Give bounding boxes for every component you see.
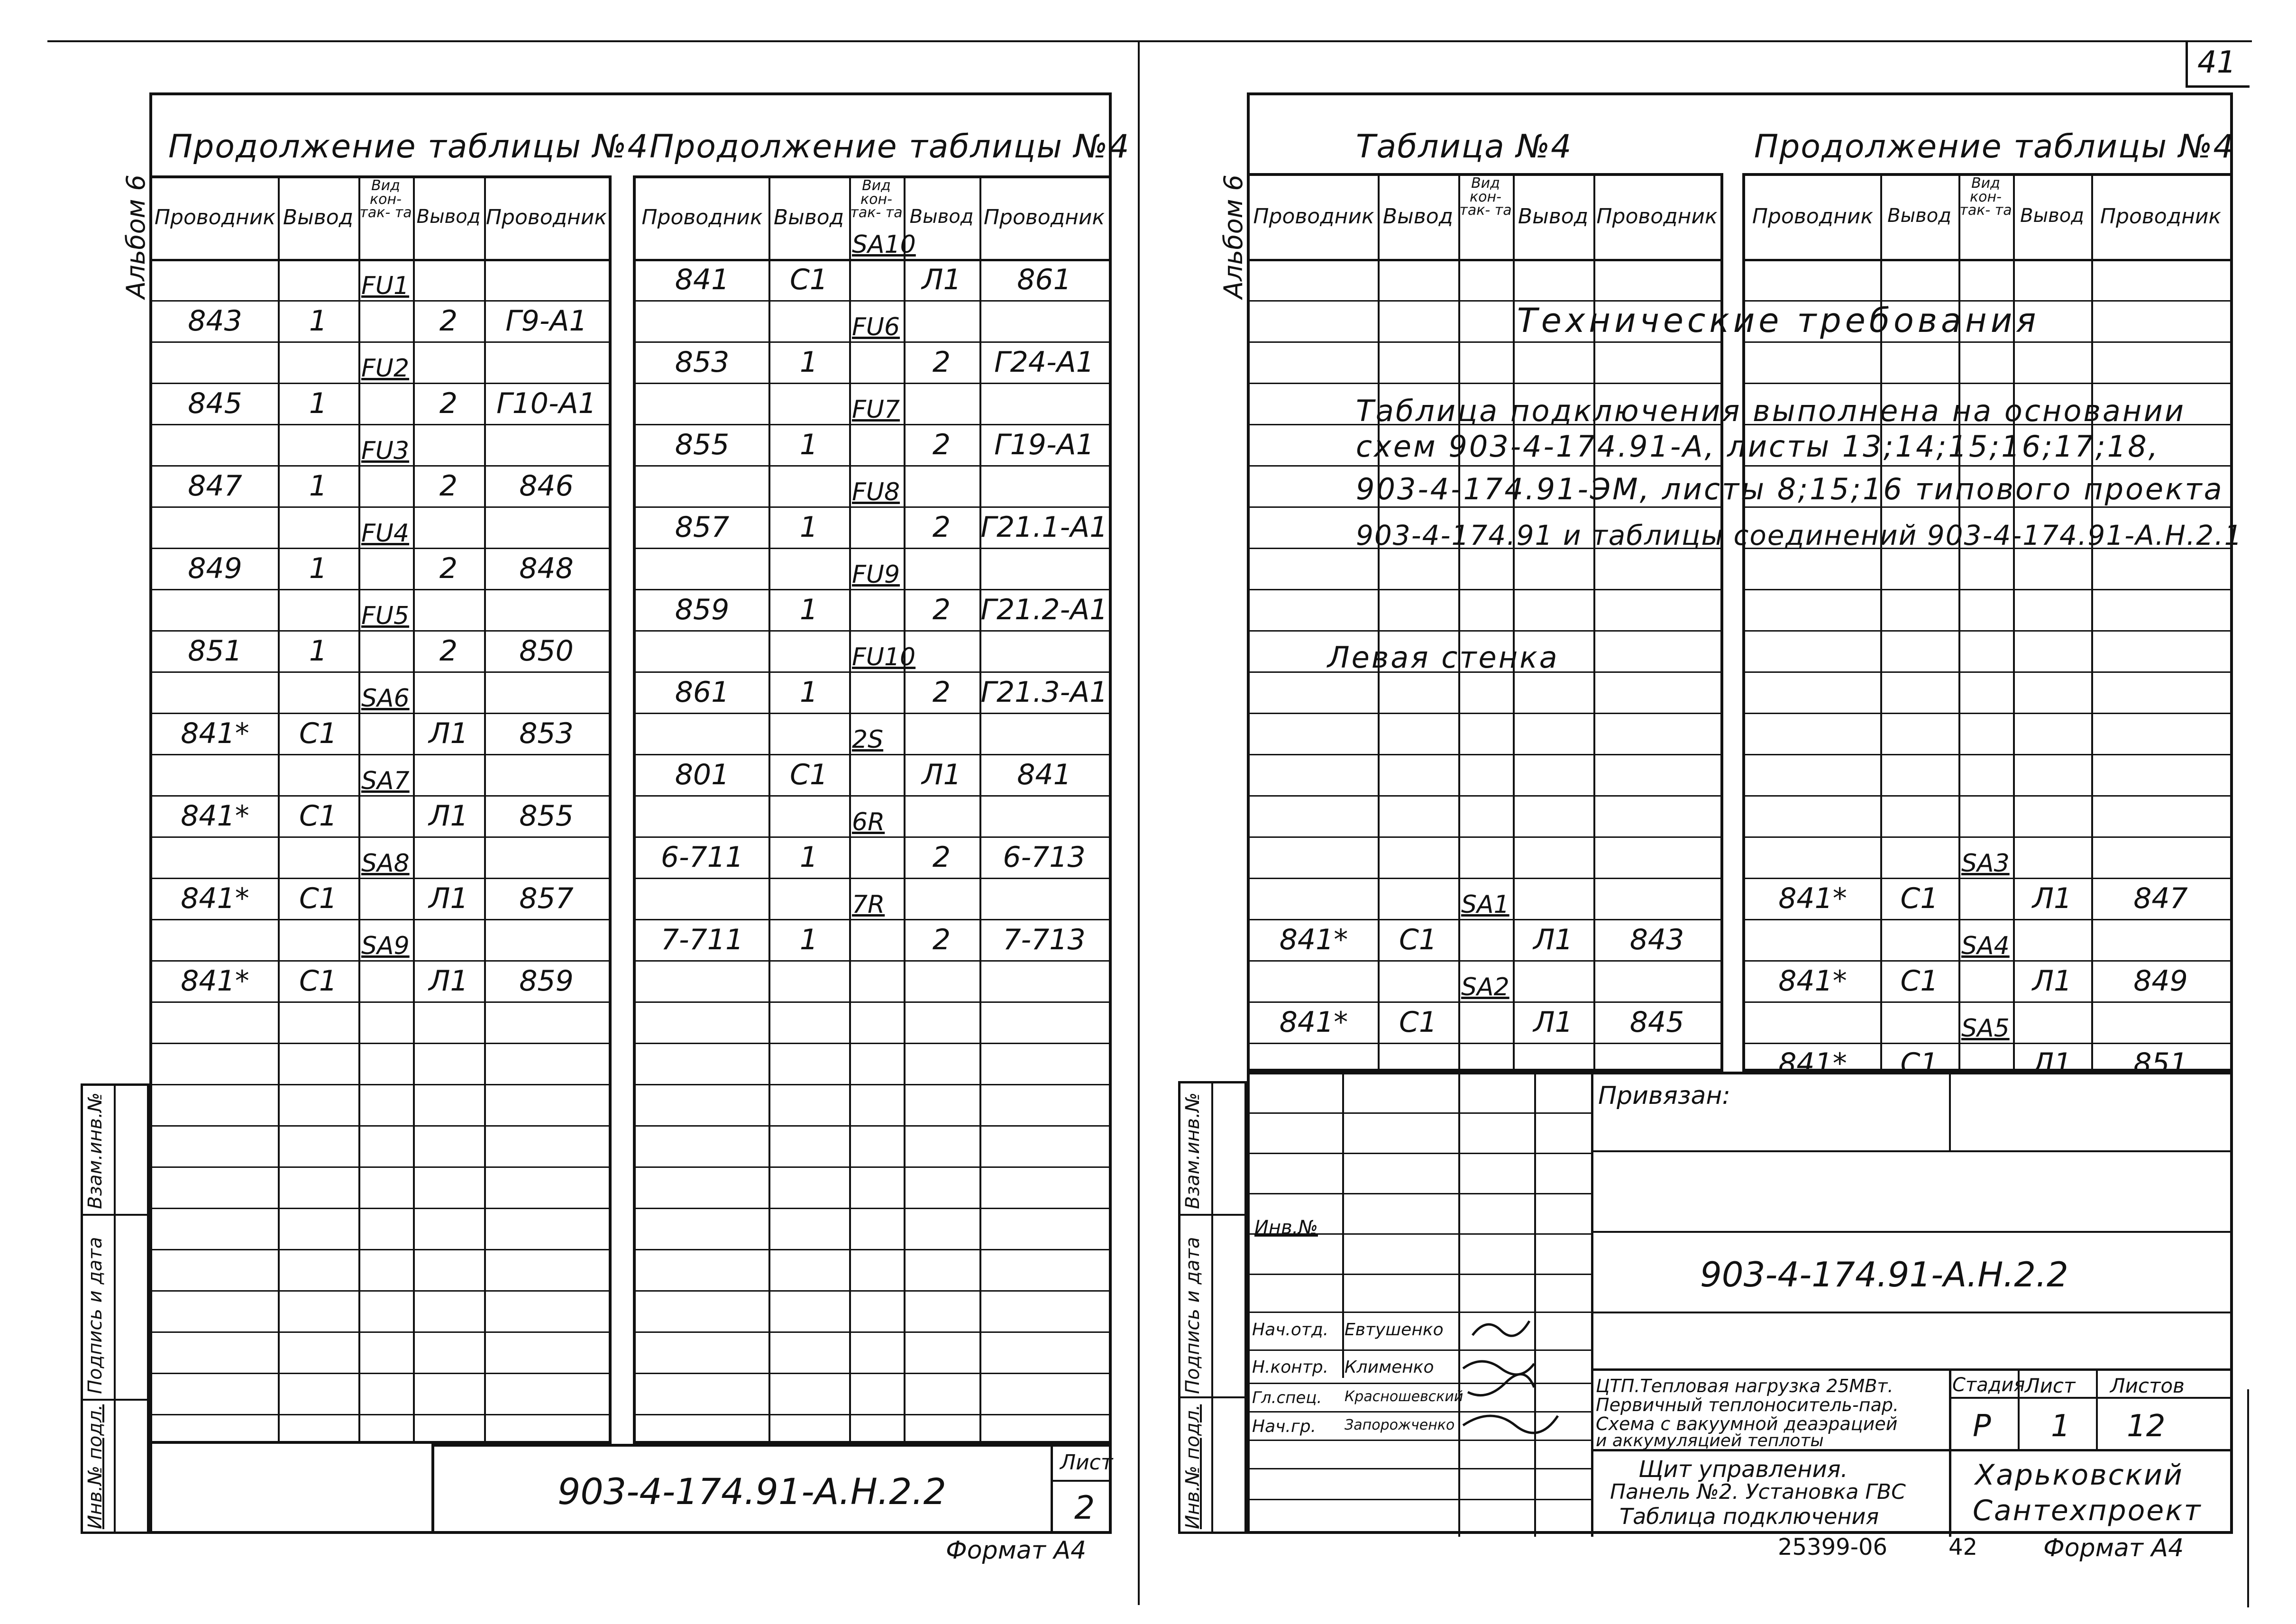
- header-divider: [152, 259, 609, 261]
- device-label: SA9: [361, 932, 410, 960]
- wire-from: 841*: [1778, 1046, 1847, 1080]
- right-table2-title: Продолжение таблицы №4: [1754, 128, 2235, 165]
- wire-to: Г19-А1: [994, 428, 1094, 461]
- column-header: Вывод: [2020, 204, 2084, 227]
- sheet-title-3: Таблица подключения: [1619, 1504, 1879, 1529]
- terminal-to: Л1: [1533, 1005, 1573, 1039]
- device-label: SA4: [1961, 932, 2010, 960]
- row-divider: [1745, 1001, 2230, 1003]
- wire-to: 843: [1629, 923, 1684, 956]
- header-divider: [636, 259, 1109, 261]
- wire-from: 841*: [1778, 881, 1847, 915]
- terminal-from: C1: [789, 263, 828, 296]
- terminal-from: C1: [299, 881, 338, 915]
- left-format: Формат А4: [946, 1536, 1087, 1565]
- device-label: 6R: [852, 808, 885, 836]
- row-divider: [636, 424, 1109, 425]
- row-divider: [1250, 506, 1720, 508]
- terminal-from: 1: [799, 428, 818, 461]
- row-divider: [152, 1331, 609, 1333]
- footer-page: 42: [1948, 1534, 1978, 1560]
- row-divider: [636, 548, 1109, 549]
- role-4: Нач.гр.: [1252, 1417, 1317, 1436]
- wire-from: 841*: [181, 799, 249, 833]
- terminal-to: Л1: [429, 716, 468, 750]
- header-divider: [1250, 259, 1720, 261]
- device-label: 2S: [852, 725, 884, 754]
- role-1: Нач.отд.: [1252, 1320, 1329, 1340]
- right-title-block: [1247, 1072, 2233, 1534]
- row-divider: [1250, 878, 1720, 879]
- terminal-to: 2: [439, 304, 458, 338]
- terminal-to: 2: [439, 634, 458, 668]
- right-side-label-sign: Подпись и дата: [1182, 1237, 1204, 1394]
- right-doc-code: 903-4-174.91-А.Н.2.2: [1700, 1255, 2068, 1294]
- row-divider: [1745, 383, 2230, 384]
- terminal-from: C1: [1399, 1005, 1437, 1039]
- row-divider: [636, 300, 1109, 302]
- terminal-to: Л1: [2032, 881, 2072, 915]
- device-label: SA7: [361, 767, 410, 795]
- stage-label: Стадия: [1952, 1374, 2025, 1396]
- row-divider: [152, 300, 609, 302]
- row-divider: [152, 1125, 609, 1127]
- name-3: Красношевский: [1345, 1388, 1464, 1405]
- row-divider: [636, 754, 1109, 755]
- wire-to: Г24-А1: [994, 345, 1094, 379]
- row-divider: [1250, 630, 1720, 632]
- object-line-3: Схема с вакуумной деаэрацией: [1596, 1413, 1898, 1434]
- wire-to: 861: [1017, 263, 1071, 296]
- row-divider: [1745, 341, 2230, 343]
- device-label: SA8: [361, 849, 410, 878]
- terminal-from: 1: [799, 345, 818, 379]
- column-header: Проводник: [1253, 204, 1374, 229]
- row-divider: [1250, 589, 1720, 590]
- wire-from: 855: [675, 428, 730, 461]
- column-divider: [1458, 176, 1460, 1069]
- wire-from: 849: [188, 551, 242, 585]
- terminal-to: Л1: [429, 881, 468, 915]
- page-number-box: [2186, 40, 2250, 88]
- terminal-to: Л1: [922, 758, 961, 791]
- row-divider: [636, 713, 1109, 714]
- column-header: Вывод: [909, 206, 974, 228]
- page-number: 41: [2197, 45, 2236, 80]
- wire-to: Г9-А1: [505, 304, 587, 338]
- terminal-from: C1: [1399, 923, 1437, 956]
- terminal-from: 1: [309, 469, 328, 503]
- terminal-to: 2: [932, 428, 951, 461]
- wire-from: 851: [188, 634, 242, 668]
- wire-from: 7-711: [660, 923, 744, 956]
- row-divider: [1745, 878, 2230, 879]
- row-divider: [152, 754, 609, 755]
- terminal-from: 1: [799, 675, 818, 709]
- left-sheet-label: Лист: [1060, 1450, 1113, 1475]
- wire-to: 853: [519, 716, 574, 750]
- row-divider: [152, 548, 609, 549]
- row-divider: [1250, 960, 1720, 962]
- column-header: Вывод: [283, 205, 354, 229]
- terminal-to: 2: [932, 840, 951, 874]
- row-divider: [636, 1290, 1109, 1292]
- left-side-label-sign: Подпись и дата: [84, 1237, 106, 1394]
- right-edge-line: [2247, 1389, 2249, 1607]
- row-divider: [152, 919, 609, 920]
- wire-from: 841*: [1778, 964, 1847, 998]
- wire-from: 861: [675, 675, 730, 709]
- terminal-to: 2: [439, 469, 458, 503]
- row-divider: [636, 341, 1109, 343]
- row-divider: [636, 465, 1109, 467]
- terminal-from: C1: [299, 716, 338, 750]
- wire-to: 845: [1629, 1005, 1684, 1039]
- column-divider: [849, 178, 851, 1441]
- terminal-to: 2: [932, 345, 951, 379]
- left-sheet-number: 2: [1074, 1489, 1095, 1527]
- wire-to: 7-713: [1003, 923, 1086, 956]
- row-divider: [636, 795, 1109, 797]
- terminal-from: C1: [789, 758, 828, 791]
- device-label: SA2: [1461, 973, 1509, 1001]
- row-divider: [1250, 754, 1720, 755]
- terminal-to: 2: [439, 386, 458, 420]
- row-divider: [152, 589, 609, 590]
- row-divider: [636, 1373, 1109, 1374]
- wire-to: 859: [519, 964, 574, 998]
- left-table2-title: Продолжение таблицы №4: [649, 128, 1130, 165]
- wire-to: 849: [2133, 964, 2188, 998]
- row-divider: [1250, 383, 1720, 384]
- tech-req-line-4: 903-4-174.91 и таблицы соединений 903-4-174.91-А.Н.2.1: [1356, 519, 2243, 551]
- row-divider: [152, 960, 609, 962]
- device-label: 7R: [852, 890, 885, 919]
- right-format: Формат А4: [2043, 1534, 2184, 1562]
- row-divider: [636, 960, 1109, 962]
- wire-to: 841: [1017, 758, 1071, 791]
- row-divider: [1745, 589, 2230, 590]
- terminal-to: Л1: [429, 964, 468, 998]
- sheet-value: 1: [2051, 1409, 2070, 1444]
- terminal-from: C1: [1900, 881, 1939, 915]
- terminal-from: 1: [309, 634, 328, 668]
- terminal-to: Л1: [2032, 964, 2072, 998]
- row-divider: [1250, 836, 1720, 838]
- column-header: Вид кон- так- та: [850, 177, 903, 221]
- wire-to: 850: [519, 634, 574, 668]
- row-divider: [1250, 341, 1720, 343]
- role-3: Гл.спец.: [1252, 1388, 1322, 1407]
- wire-from: 801: [675, 758, 730, 791]
- left-side-label-inv: Инв.№ подл.: [84, 1404, 106, 1529]
- column-header: Проводник: [485, 205, 607, 229]
- row-divider: [1745, 630, 2230, 632]
- column-divider: [2091, 176, 2093, 1069]
- row-divider: [152, 506, 609, 508]
- terminal-from: 1: [309, 386, 328, 420]
- left-wall-label: Левая стенка: [1327, 640, 1559, 675]
- wire-from: 841*: [1279, 1005, 1348, 1039]
- wire-from: 841*: [181, 881, 249, 915]
- row-divider: [1745, 465, 2230, 467]
- name-1: Евтушенко: [1345, 1320, 1444, 1340]
- row-divider: [1250, 1001, 1720, 1003]
- column-header: Проводник: [154, 205, 276, 229]
- row-divider: [1745, 836, 2230, 838]
- sheets-value: 12: [2127, 1409, 2166, 1444]
- wire-to: 855: [519, 799, 574, 833]
- row-divider: [636, 671, 1109, 673]
- left-table-1: [149, 175, 612, 1444]
- terminal-to: Л1: [1533, 923, 1573, 956]
- sheet-label: Лист: [2025, 1374, 2076, 1397]
- column-header: Вывод: [773, 205, 844, 229]
- terminal-from: 1: [799, 840, 818, 874]
- name-4: Запорожченко: [1345, 1417, 1455, 1433]
- wire-from: 859: [675, 593, 730, 626]
- column-header: Проводник: [2100, 204, 2222, 229]
- row-divider: [636, 1125, 1109, 1127]
- row-divider: [1250, 795, 1720, 797]
- wire-from: 841*: [181, 716, 249, 750]
- right-album-label: Альбом 6: [1218, 174, 1248, 299]
- wire-from: 843: [188, 304, 242, 338]
- left-doc-code: 903-4-174.91-А.Н.2.2: [558, 1470, 946, 1513]
- device-label: FU10: [852, 643, 916, 671]
- wire-from: 841: [675, 263, 730, 296]
- row-divider: [636, 1331, 1109, 1333]
- row-divider: [152, 1208, 609, 1209]
- sheet-title-1: Щит управления.: [1638, 1456, 1848, 1483]
- row-divider: [1745, 919, 2230, 920]
- left-album-label: Альбом 6: [121, 174, 151, 299]
- object-line-2: Первичный теплоноситель-пар.: [1596, 1395, 1899, 1415]
- object-line-1: ЦТП.Тепловая нагрузка 25МВт.: [1596, 1376, 1894, 1396]
- wire-to: 848: [519, 551, 574, 585]
- terminal-to: Л1: [922, 263, 961, 296]
- row-divider: [1250, 465, 1720, 467]
- row-divider: [152, 795, 609, 797]
- row-divider: [636, 1166, 1109, 1168]
- wire-from: 6-711: [660, 840, 744, 874]
- row-divider: [1745, 754, 2230, 755]
- wire-from: 841*: [181, 964, 249, 998]
- terminal-from: 1: [799, 923, 818, 956]
- row-divider: [152, 671, 609, 673]
- device-label: SA6: [361, 684, 410, 713]
- tech-req-line-3: 903-4-174.91-ЭМ, листы 8;15;16 типового проекта: [1356, 472, 2224, 506]
- row-divider: [152, 1373, 609, 1374]
- row-divider: [152, 341, 609, 343]
- row-divider: [1745, 1043, 2230, 1044]
- row-divider: [152, 1001, 609, 1003]
- row-divider: [1250, 713, 1720, 714]
- left-stamp: [431, 1444, 1112, 1534]
- wire-to: 857: [519, 881, 574, 915]
- sheets-label: Листов: [2110, 1374, 2185, 1397]
- wire-to: 847: [2133, 881, 2188, 915]
- wire-to: Г21.2-А1: [980, 593, 1108, 626]
- device-label: FU3: [361, 437, 410, 465]
- device-label: SA5: [1961, 1014, 2010, 1043]
- row-divider: [636, 836, 1109, 838]
- row-divider: [1745, 671, 2230, 673]
- row-divider: [152, 465, 609, 467]
- row-divider: [152, 713, 609, 714]
- terminal-from: 1: [309, 551, 328, 585]
- name-2: Клименко: [1345, 1358, 1434, 1377]
- stage-value: Р: [1973, 1409, 1991, 1444]
- row-divider: [1745, 506, 2230, 508]
- column-header: Вид кон- так- та: [359, 177, 412, 221]
- row-divider: [152, 383, 609, 384]
- row-divider: [152, 1166, 609, 1168]
- row-divider: [636, 919, 1109, 920]
- device-label: FU6: [852, 313, 900, 341]
- device-label: SA3: [1961, 849, 2010, 878]
- top-rule-left: [47, 40, 1138, 42]
- footer-number: 25399-06: [1778, 1534, 1888, 1560]
- device-label: SA1: [1461, 890, 1509, 919]
- row-divider: [1250, 1043, 1720, 1044]
- row-divider: [636, 1249, 1109, 1250]
- device-label: FU8: [852, 478, 900, 506]
- row-divider: [1745, 960, 2230, 962]
- column-header: Проводник: [983, 205, 1105, 229]
- row-divider: [152, 1414, 609, 1415]
- terminal-from: C1: [1900, 1046, 1939, 1080]
- row-divider: [152, 630, 609, 632]
- sheet-title-2: Панель №2. Установка ГВС: [1610, 1480, 1906, 1504]
- row-divider: [1745, 713, 2230, 714]
- terminal-to: Л1: [429, 799, 468, 833]
- row-divider: [636, 589, 1109, 590]
- device-label: FU2: [361, 354, 410, 383]
- role-2: Н.контр.: [1252, 1358, 1329, 1377]
- privyazan-label: Привязан:: [1598, 1082, 1730, 1110]
- tech-req-line-1: Таблица подключения выполнена на основании: [1356, 394, 2186, 428]
- left-side-label-vzam: Взам.инв.№: [84, 1092, 106, 1209]
- header-divider: [1745, 259, 2230, 261]
- row-divider: [636, 1001, 1109, 1003]
- wire-from: 853: [675, 345, 730, 379]
- wire-to: Г10-А1: [496, 386, 596, 420]
- terminal-from: C1: [299, 964, 338, 998]
- wire-from: 841*: [1279, 923, 1348, 956]
- column-divider: [358, 178, 360, 1441]
- wire-to: 851: [2133, 1046, 2188, 1080]
- left-table-2: [633, 175, 1112, 1444]
- row-divider: [152, 1084, 609, 1085]
- device-label: FU9: [852, 560, 900, 589]
- row-divider: [152, 836, 609, 838]
- row-divider: [636, 383, 1109, 384]
- inv-label: Инв.№: [1254, 1217, 1318, 1239]
- device-label: FU1: [361, 272, 410, 300]
- wire-from: 845: [188, 386, 242, 420]
- column-header: Вид кон- так- та: [1459, 175, 1512, 219]
- terminal-to: Л1: [2032, 1046, 2072, 1080]
- terminal-from: 1: [799, 593, 818, 626]
- row-divider: [152, 424, 609, 425]
- terminal-to: 2: [932, 510, 951, 544]
- row-divider: [636, 1208, 1109, 1209]
- terminal-to: 2: [439, 551, 458, 585]
- org-line-1: Харьковский: [1975, 1459, 2184, 1492]
- right-side-label-inv: Инв.№ подл.: [1182, 1404, 1204, 1529]
- column-header: Проводник: [1596, 204, 1718, 229]
- wire-from: 847: [188, 469, 242, 503]
- row-divider: [1250, 919, 1720, 920]
- terminal-from: C1: [299, 799, 338, 833]
- row-divider: [152, 1043, 609, 1044]
- terminal-from: 1: [799, 510, 818, 544]
- column-header: Вывод: [1887, 204, 1951, 227]
- row-divider: [152, 878, 609, 879]
- row-divider: [636, 506, 1109, 508]
- column-header: Проводник: [1752, 204, 1874, 229]
- terminal-from: C1: [1900, 964, 1939, 998]
- row-divider: [636, 1414, 1109, 1415]
- column-header: Вид кон- так- та: [1959, 175, 2012, 219]
- row-divider: [636, 1043, 1109, 1044]
- row-divider: [636, 630, 1109, 632]
- terminal-to: 2: [932, 593, 951, 626]
- wire-to: Г21.3-А1: [980, 675, 1108, 709]
- tech-req-title: Технические требования: [1517, 301, 2040, 340]
- row-divider: [636, 878, 1109, 879]
- object-line-4: и аккумуляцией теплоты: [1596, 1431, 1824, 1450]
- wire-to: 6-713: [1003, 840, 1086, 874]
- column-header: Вывод: [1518, 204, 1589, 229]
- column-header: Вывод: [416, 206, 481, 228]
- right-side-label-vzam: Взам.инв.№: [1182, 1092, 1204, 1209]
- device-label: FU7: [852, 395, 900, 424]
- device-label: SA10: [852, 230, 916, 259]
- terminal-to: 2: [932, 923, 951, 956]
- device-label: FU5: [361, 602, 410, 630]
- right-table1-title: Таблица №4: [1356, 128, 1573, 165]
- wire-from: 857: [675, 510, 730, 544]
- top-rule-right: [1138, 40, 2252, 42]
- center-divider: [1138, 40, 1140, 1605]
- signatures: [1454, 1278, 1596, 1459]
- left-table1-title: Продолжение таблицы №4: [168, 128, 649, 165]
- org-line-2: Сантехпроект: [1973, 1494, 2202, 1527]
- row-divider: [636, 1084, 1109, 1085]
- row-divider: [152, 1249, 609, 1250]
- tech-req-line-2: схем 903-4-174.91-А, листы 13;14;15;16;17;18,: [1356, 429, 2160, 464]
- terminal-from: 1: [309, 304, 328, 338]
- row-divider: [152, 1290, 609, 1292]
- terminal-to: 2: [932, 675, 951, 709]
- column-header: Вывод: [1382, 204, 1454, 229]
- wire-to: Г21.1-А1: [980, 510, 1108, 544]
- row-divider: [1745, 795, 2230, 797]
- device-label: FU4: [361, 519, 410, 548]
- wire-to: 846: [519, 469, 574, 503]
- column-header: Проводник: [641, 205, 763, 229]
